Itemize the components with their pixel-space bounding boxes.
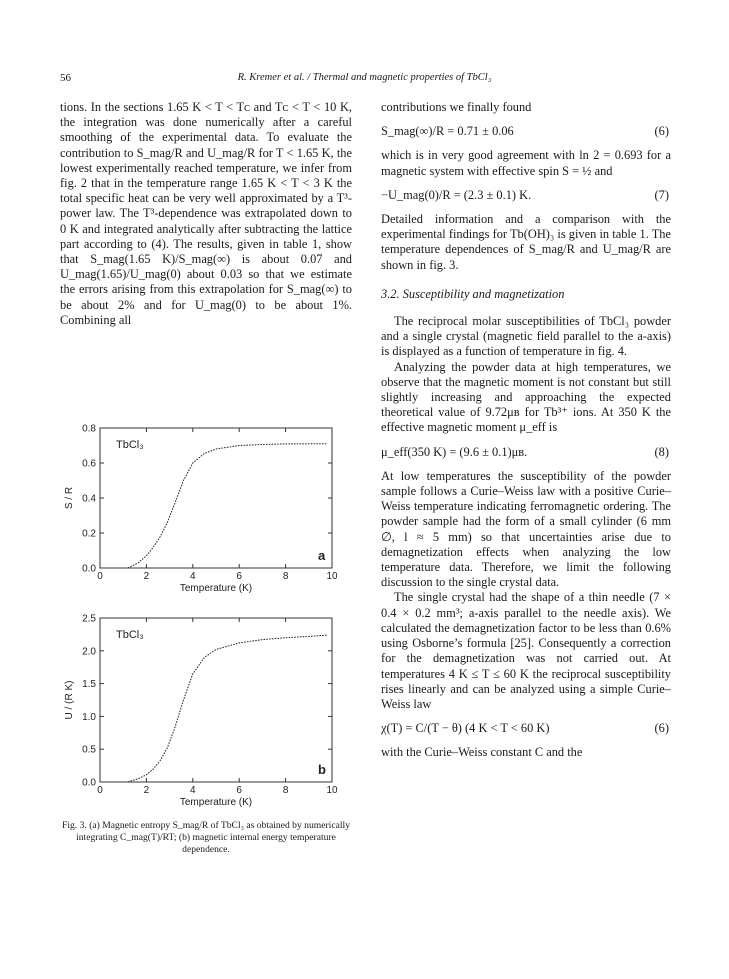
- series-line: [128, 444, 328, 568]
- chart-annotation: TbCl₃: [116, 629, 144, 641]
- body-paragraph: which is in very good agreement with ln 2 = 0.693 for a magnetic system with effective spin S = ½ and: [381, 148, 671, 178]
- series-line: [128, 635, 328, 782]
- panel-label: b: [318, 762, 326, 777]
- x-tick-label: 2: [143, 571, 150, 582]
- x-tick-label: 10: [326, 785, 338, 796]
- x-tick-label: 8: [282, 571, 289, 582]
- running-head: R. Kremer et al. / Thermal and magnetic properties of TbCl₃: [237, 72, 492, 83]
- x-tick-label: 10: [326, 571, 338, 582]
- x-tick-label: 2: [143, 785, 150, 796]
- body-paragraph: Analyzing the powder data at high temperatures, we observe that the magnetic moment is not constant but still slightly increasing and approaching the expected theoretical value of 9.72μʙ for Tb³⁺ ions. At 350 K the effective magnetic moment μ_eff is: [381, 359, 671, 435]
- x-tick-label: 0: [97, 571, 103, 582]
- chart-panel-a: [56, 422, 356, 612]
- x-tick-label: 0: [97, 785, 103, 796]
- x-axis-label: Temperature (K): [179, 797, 253, 808]
- y-tick-label: 1.0: [82, 711, 96, 723]
- equation-7: [381, 188, 671, 203]
- y-tick-label: 2.5: [82, 613, 96, 625]
- panel-label: a: [318, 548, 326, 563]
- y-tick-label: 0.5: [82, 744, 96, 756]
- equation-6a: [381, 124, 671, 139]
- left-column: [60, 100, 352, 328]
- y-tick-label: 0.0: [82, 563, 96, 575]
- equation-expression: χ(T) = C/(T − θ) (4 K < T < 60 K): [381, 721, 550, 736]
- equation-number: (8): [654, 444, 669, 459]
- y-tick-label: 1.5: [82, 679, 96, 691]
- y-tick-label: 0.0: [82, 777, 96, 789]
- chart-annotation: TbCl₃: [116, 439, 144, 451]
- body-paragraph: tions. In the sections 1.65 K < T < Tᴄ and Tᴄ < T < 10 K, the integration was done numerically after a careful smoothing of the experimental data. To evaluate the contribution to S_mag/R and U_mag/R for T < 1.65 K, the lowest experimentally reached temperature, we infer from fig. 2 that in the temperature range 1.65 K < T < 3 K the total specific heat can be very well approximated by a T³-power law. The T³-dependence was extrapolated down to 0 K and integrated analytically after subtracting the lattice part according to (4). The results, given in table 1, show that S_mag(1.65 K)/S_mag(∞) is about 0.07 and U_mag(1.65)/U_mag(0) about 0.03 so that we estimate the errors arising from this extrapolation for S_mag(∞) to be about 2% and for U_mag(0) to be about 1%. Combining all: [60, 100, 352, 327]
- x-axis-label: Temperature (K): [179, 583, 253, 594]
- body-paragraph: Detailed information and a comparison with the experimental findings for Tb(OH)₃ is given in table 1. The temperature dependences of S_mag/R and U_mag/R are shown in fig. 3.: [381, 212, 671, 272]
- equation-6b: [381, 721, 671, 736]
- equation-number: (6): [654, 124, 669, 139]
- y-axis-label: S / R: [64, 486, 75, 510]
- y-tick-label: 0.6: [82, 458, 96, 470]
- body-paragraph: contributions we finally found: [381, 100, 532, 114]
- equation-expression: −U_mag(0)/R = (2.3 ± 0.1) K.: [381, 187, 532, 202]
- section-heading: 3.2. Susceptibility and magnetization: [381, 286, 565, 301]
- figure-caption: Fig. 3. (a) Magnetic entropy S_mag/R of TbCl₃ as obtained by numerically integrating C_mag(T)/RT; (b) magnetic internal energy temperature dependence.: [62, 820, 350, 855]
- x-tick-label: 6: [236, 571, 242, 582]
- x-tick-label: 6: [236, 785, 242, 796]
- body-paragraph: The reciprocal molar susceptibilities of TbCl₃ powder and a single crystal (magnetic field parallel to the a-axis) is displayed as a function of temperature in fig. 4.: [381, 314, 671, 359]
- x-tick-label: 8: [282, 785, 289, 796]
- body-paragraph: At low temperatures the susceptibility of the powder sample follows a Curie–Weiss law with a positive Curie–Weiss temperature indicating ferromagnetic ordering. The powder sample had the form of a small cylinder (6 mm ∅, l ≈ 5 mm) so that uncertainties arise due to demagnetization effects when analyzing the low temperature data. Therefore, we limit the following discussion to the single crystal data.: [381, 468, 671, 590]
- x-tick-label: 4: [190, 785, 196, 796]
- right-column: [381, 100, 671, 761]
- equation-number: (7): [654, 187, 669, 202]
- x-tick-label: 4: [190, 571, 196, 582]
- equation-8: [381, 445, 671, 460]
- y-axis-label: U / (R K): [64, 680, 75, 720]
- figure-3: [56, 422, 356, 812]
- chart-panel-b: [56, 612, 356, 812]
- page-number: 56: [60, 72, 71, 84]
- equation-number: (6): [654, 721, 669, 736]
- body-paragraph: with the Curie–Weiss constant C and the: [381, 745, 583, 760]
- plot-frame: [100, 618, 332, 782]
- y-tick-label: 0.8: [82, 423, 96, 435]
- y-tick-label: 0.4: [82, 493, 96, 505]
- equation-expression: μ_eff(350 K) = (9.6 ± 0.1)μʙ.: [381, 444, 528, 459]
- equation-expression: S_mag(∞)/R = 0.71 ± 0.06: [381, 124, 514, 139]
- y-tick-label: 2.0: [82, 646, 96, 658]
- y-tick-label: 0.2: [82, 528, 96, 540]
- body-paragraph: The single crystal had the shape of a thin needle (7 × 0.4 × 0.2 mm³; a-axis parallel to the needle axis). We calculated the demagnetization factor to be less than 0.6% using Osborne’s formula [25]. Consequently a correction for the demagnetization was not carried out. At temperatures 4 K ≤ T ≤ 60 K the reciprocal susceptibility rises linearly and can be analyzed using a simple Curie–Weiss law: [381, 590, 671, 711]
